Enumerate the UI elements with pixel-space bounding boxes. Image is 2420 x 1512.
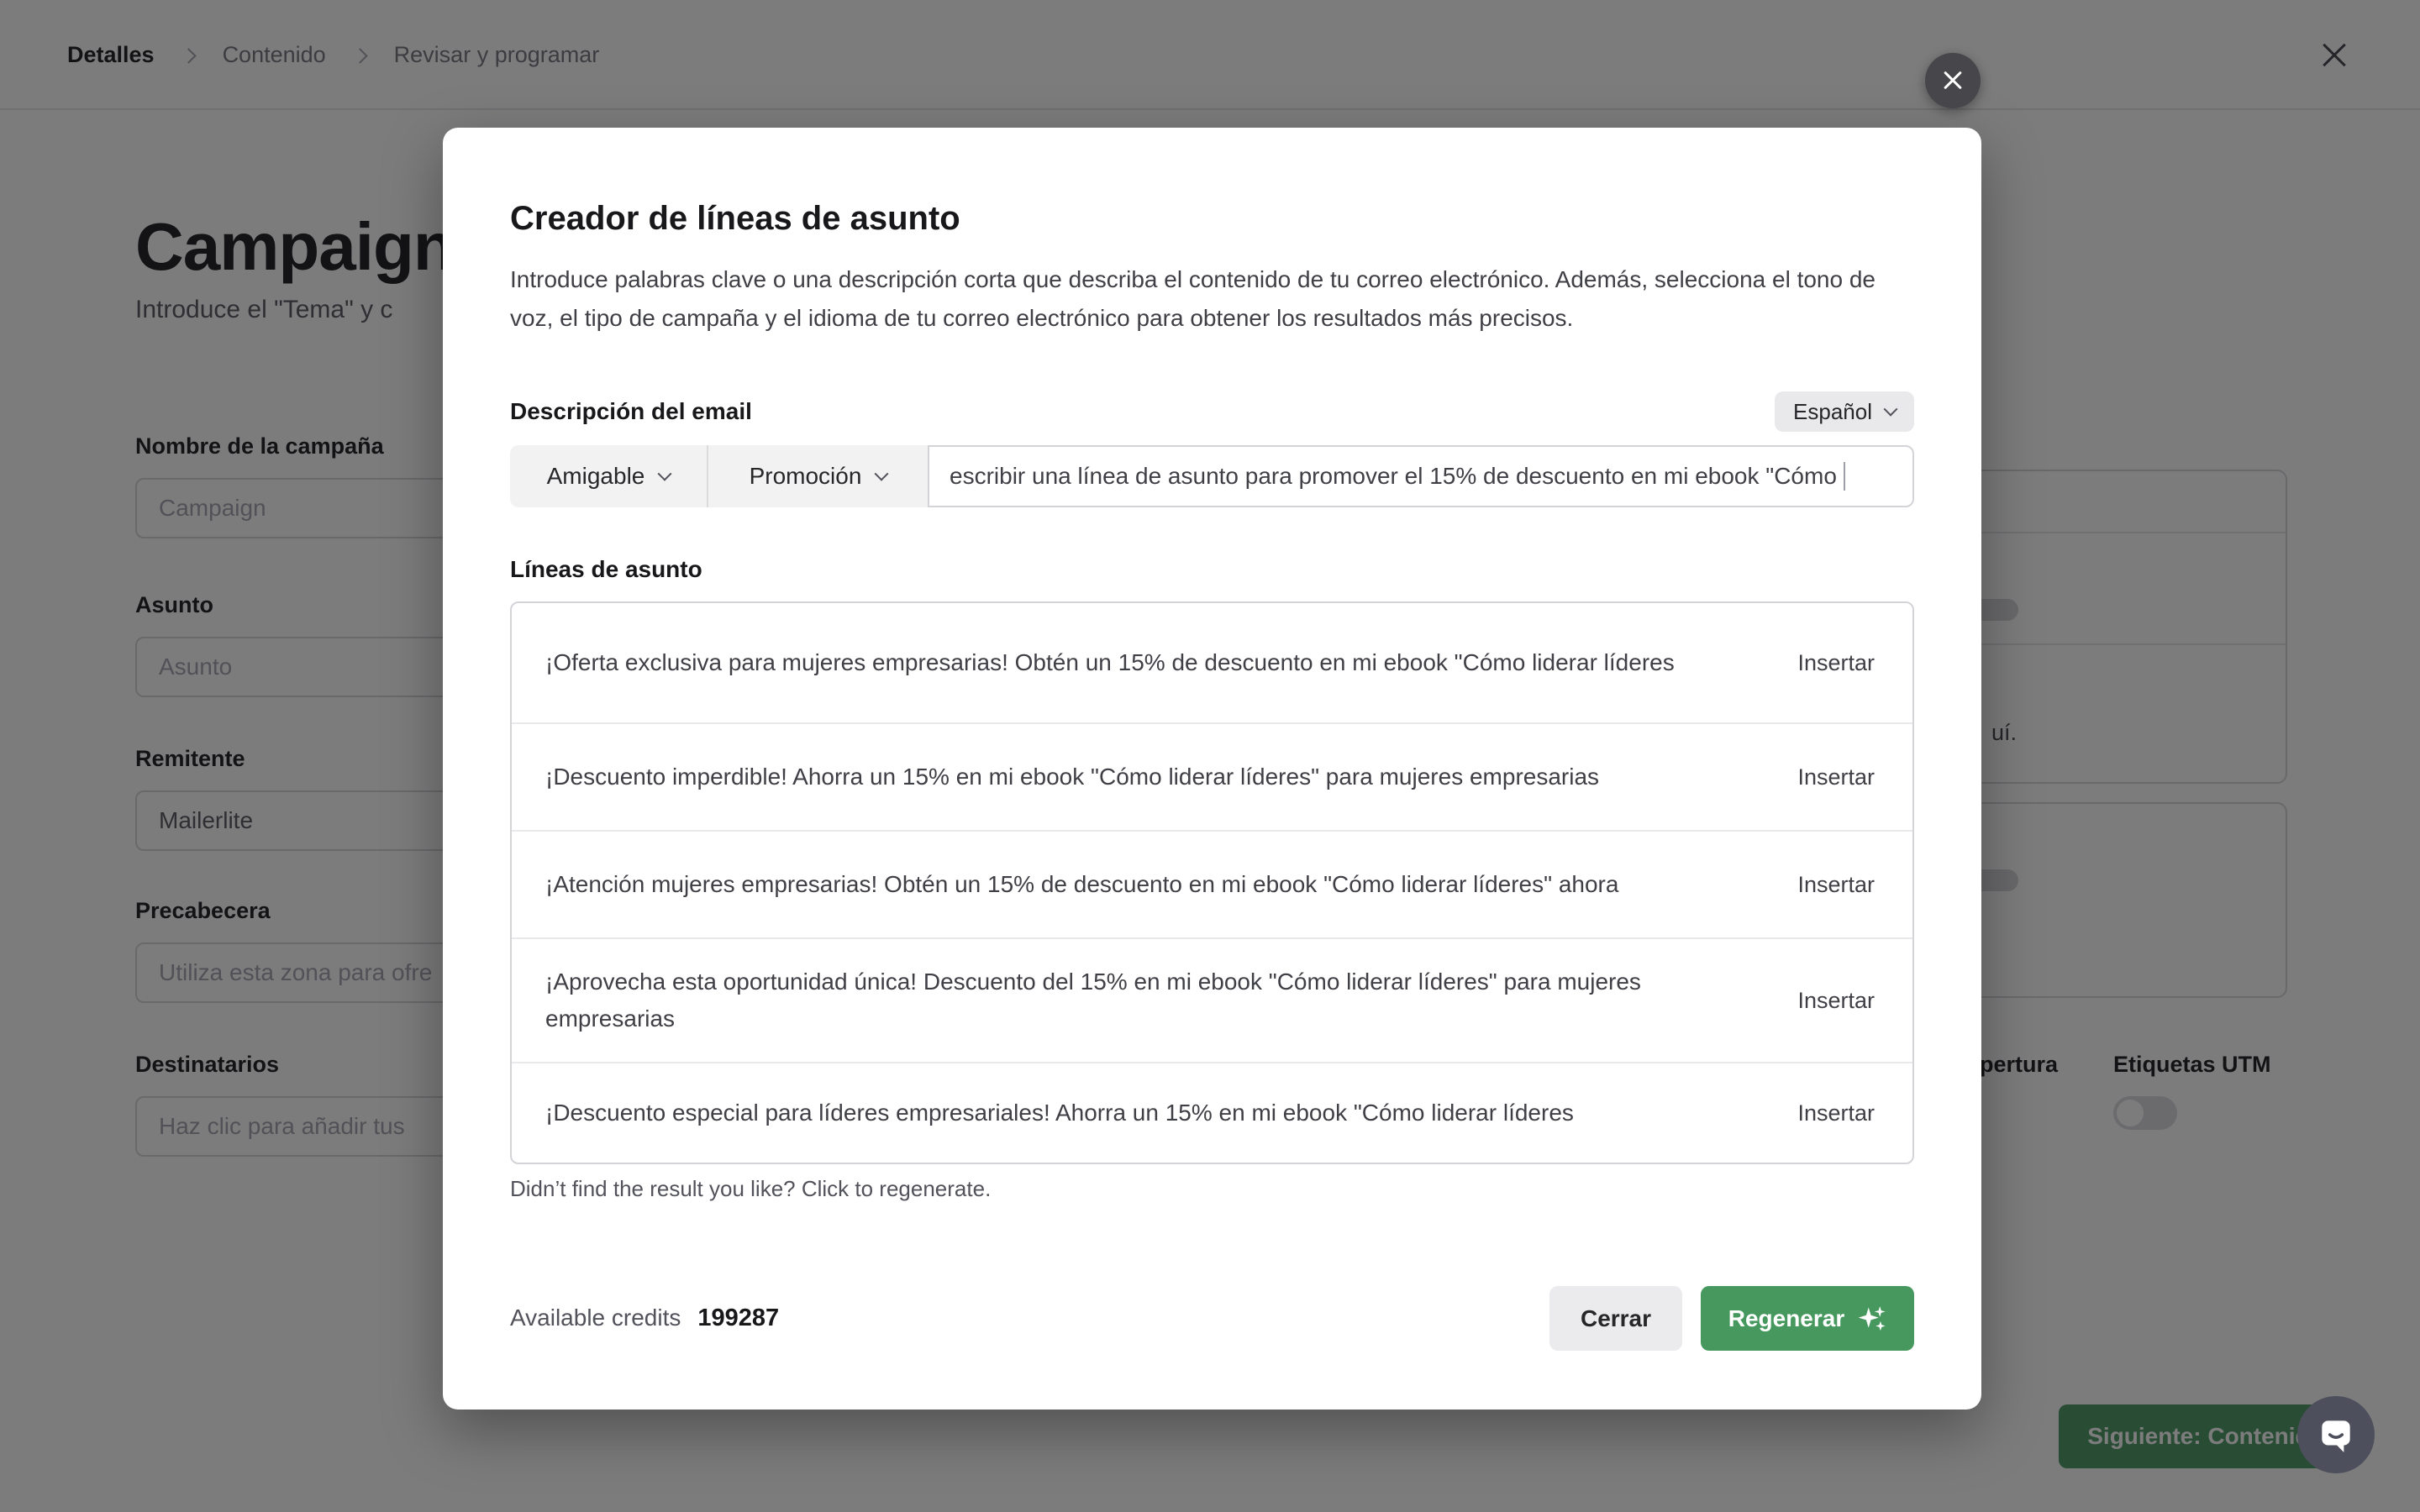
modal-close-icon[interactable] [1925, 53, 1981, 108]
modal-description: Introduce palabras clave o una descripción corta que describa el contenido de tu correo electrónico. Además, selecciona el tono de voz, el tipo de campaña y el idioma de tu correo electrónico para obtener los resultados más precisos. [510, 266, 1876, 331]
credits-value: 199287 [697, 1305, 780, 1331]
chat-launcher[interactable] [2297, 1396, 2375, 1473]
insert-button[interactable]: Insertar [1797, 764, 1875, 790]
email-description-input[interactable] [928, 445, 1914, 507]
regenerate-button[interactable] [1701, 1286, 1914, 1351]
modal-title: Creador de líneas de asunto [510, 200, 960, 237]
subject-line-creator-modal [443, 128, 1981, 1410]
subject-line-row [512, 937, 1912, 1062]
chevron-down-icon [875, 467, 889, 481]
subject-lines-label: Líneas de asunto [510, 556, 702, 582]
tone-value: Amigable [546, 463, 645, 489]
email-description-label: Descripción del email [510, 398, 752, 424]
language-dropdown[interactable] [1775, 391, 1914, 432]
subject-line-row [512, 603, 1912, 722]
subject-line-row [512, 830, 1912, 937]
chevron-down-icon [1884, 402, 1898, 417]
insert-button[interactable]: Insertar [1797, 987, 1875, 1013]
insert-button[interactable]: Insertar [1797, 649, 1875, 675]
modal-footer [510, 1286, 1914, 1351]
subject-line-text: ¡Descuento especial para líderes empresariales! Ahorra un 15% en mi ebook "Cómo liderar líderes [545, 1100, 1574, 1126]
subject-lines-list [510, 601, 1914, 1164]
credits-label: Available credits [510, 1305, 681, 1331]
language-value: Español [1793, 398, 1872, 424]
insert-button[interactable]: Insertar [1797, 1100, 1875, 1126]
regenerate-hint[interactable]: Didn’t find the result you like? Click to regenerate. [510, 1176, 992, 1201]
chat-bubble-icon [2315, 1414, 2357, 1456]
campaign-type-dropdown[interactable] [708, 445, 928, 507]
subject-line-row [512, 1062, 1912, 1163]
subject-line-text: ¡Descuento imperdible! Ahorra un 15% en mi ebook "Cómo liderar líderes" para mujeres empresarias [545, 764, 1600, 790]
text-caret [1844, 462, 1845, 491]
subject-line-text: ¡Aprovecha esta oportunidad única! Descuento del 15% en mi ebook "Cómo liderar líderes" para mujeres empresarias [545, 969, 1641, 1032]
sparkles-icon [1858, 1305, 1886, 1333]
tone-dropdown[interactable] [510, 445, 708, 507]
generator-input-row [510, 445, 1914, 507]
regenerate-label: Regenerar [1728, 1305, 1845, 1331]
campaign-type-value: Promoción [749, 463, 862, 489]
insert-button[interactable]: Insertar [1797, 871, 1875, 897]
subject-line-row [512, 722, 1912, 830]
subject-line-text: ¡Atención mujeres empresarias! Obtén un 15% de descuento en mi ebook "Cómo liderar líderes" ahora [545, 871, 1619, 897]
close-button[interactable]: Cerrar [1549, 1286, 1682, 1351]
subject-line-text: ¡Oferta exclusiva para mujeres empresarias! Obtén un 15% de descuento en mi ebook "Cómo liderar líderes [545, 649, 1675, 675]
chevron-down-icon [658, 467, 672, 481]
credits [510, 1305, 779, 1332]
email-description-value: escribir una línea de asunto para promover el 15% de descuento en mi ebook "Cómo [950, 463, 1837, 489]
